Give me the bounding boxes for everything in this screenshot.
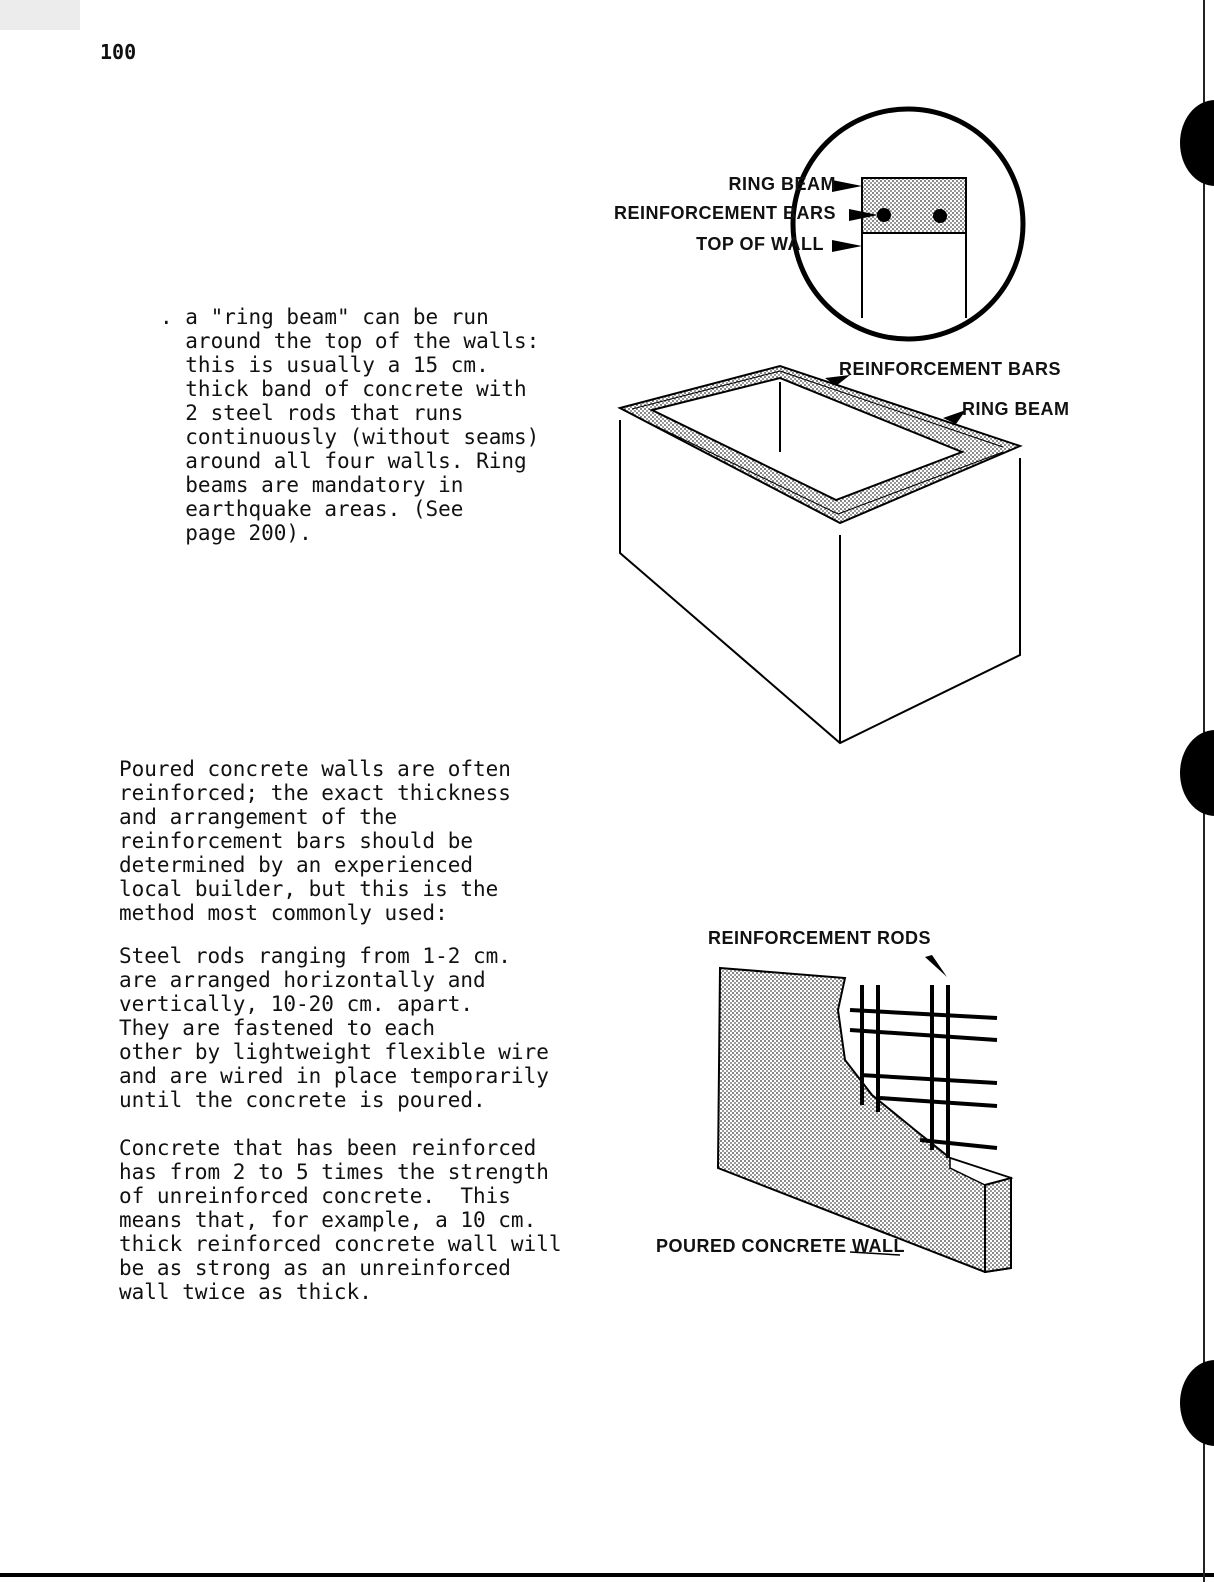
label-reinforcement-rods: REINFORCEMENT RODS [708,928,932,948]
wall-end-face [985,1178,1011,1272]
ring-beam-detail-diagram [793,109,1023,339]
arrow-reinforcement-rods [925,955,947,977]
concrete-wall-face [718,968,1011,1272]
label-ring-beam-box: RING BEAM [962,399,1070,419]
label-reinforcement-bars-box: REINFORCEMENT BARS [839,359,1062,379]
horizontal-rod [860,1075,997,1083]
label-ring-beam-detail: RING BEAM [728,174,836,194]
label-poured-concrete-wall: POURED CONCRETE WALL [656,1236,906,1256]
page-number: 100 [100,40,137,64]
poured-concrete-wall-diagram [718,955,1011,1272]
ring-beam-box-diagram [620,366,1020,743]
label-top-of-wall: TOP OF WALL [696,234,824,254]
horizontal-rod [850,1010,997,1018]
poured-walls-paragraph: Poured concrete walls are often reinforced; the exact thickness and arrangement of the reinforcement bars should be determined by an experienced local builder, but this is the method most commonly used: [119,757,511,925]
strength-paragraph: Concrete that has been reinforced has from 2 to 5 times the strength of unreinforced concrete. This means that, for example, a 10 cm. thick reinforced concrete wall will be as strong as an unreinforced wall twice as thick. [119,1136,562,1304]
arrow-top-of-wall [832,240,862,252]
rebar-dot-left [877,208,891,222]
rebar-dot-right [933,209,947,223]
arrow-ring-beam [832,180,862,192]
horizontal-rod [850,1030,997,1040]
label-reinforcement-bars-detail: REINFORCEMENT BARS [613,203,836,223]
ring-beam-section [862,178,966,233]
steel-rods-paragraph: Steel rods ranging from 1-2 cm. are arranged horizontally and vertically, 10-20 cm. apart. They are fastened to each other by lightweight flexible wire and are wired in place temporarily until the concrete is poured. [119,944,549,1112]
horizontal-rod [880,1098,997,1106]
scan-shadow [0,0,80,30]
ring-beam-paragraph: . a "ring beam" can be run around the top of the walls: this is usually a 15 cm. thick band of concrete with 2 steel rods that runs continuously (without seams) around all four walls. Ring beams are mandatory in earthquake areas. (See page 200). [160,305,540,545]
